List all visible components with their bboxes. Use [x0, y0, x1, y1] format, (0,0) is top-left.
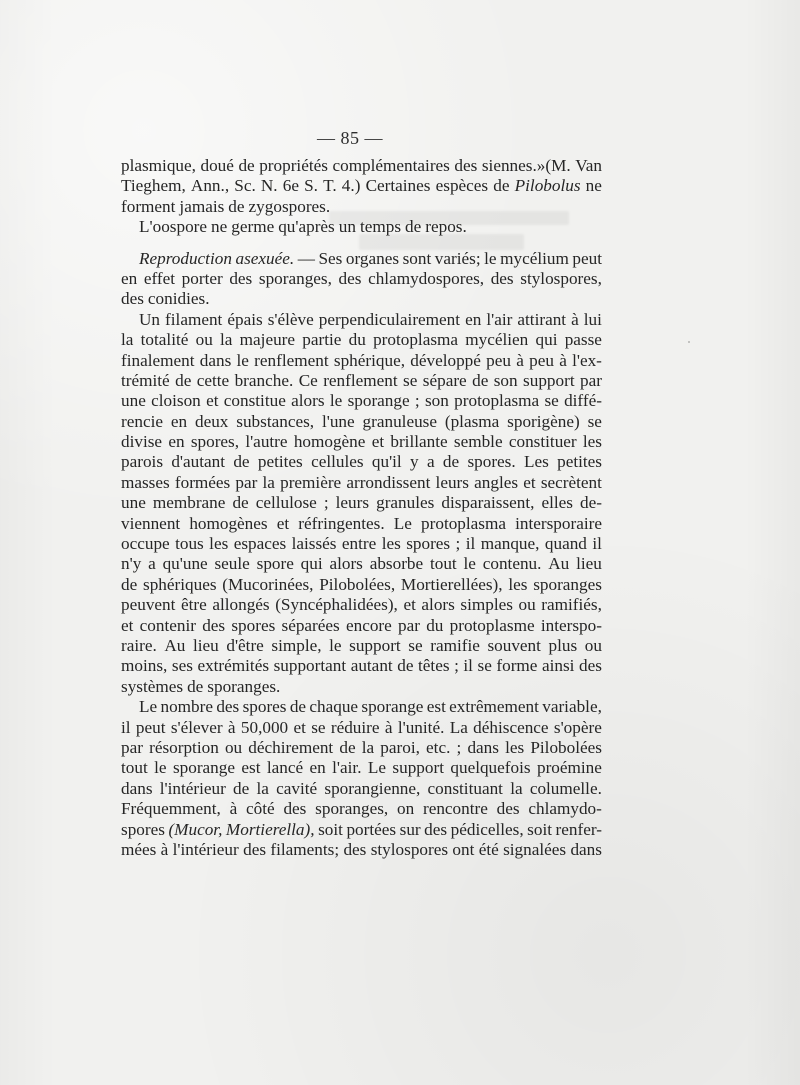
text-line: plasmique, doué de propriétés complémentaires des siennes.»(M. Van: [121, 156, 602, 175]
text-line: tout le sporange est lancé en l'air. Le support quelquefois proémine: [121, 758, 602, 778]
text-line: systèmes de sporanges.: [121, 676, 281, 696]
text-line: moins, ses extrémités supportant autant de têtes ; il se forme ainsi des: [121, 656, 602, 676]
text-line: raire. Au lieu d'être simple, le support se ramifie souvent plus ou: [121, 635, 602, 655]
text-line: et contenir des spores séparées encore par du protoplasme interspo-: [121, 615, 602, 635]
text-line: viennent homogènes et réfringentes. Le protoplasma intersporaire: [121, 513, 602, 533]
show-through-smudge: [329, 211, 569, 225]
text-line: spores (Mucor, Mortierella), soit portées sur des pédicelles, soit renfer-: [121, 819, 602, 839]
text-line: parois d'autant de petites cellules qu'il y a de spores. Les petites: [121, 452, 602, 472]
text-line: finalement dans le renflement sphérique, développé peu à peu à l'ex-: [121, 350, 602, 370]
text-line: Fréquemment, à côté des sporanges, on rencontre des chlamydo-: [121, 799, 602, 819]
text-line: par résorption ou déchirement de la paroi, etc. ; dans les Pilobolées: [121, 737, 602, 757]
text-line: Le nombre des spores de chaque sporange est extrêmement variable,: [139, 697, 602, 717]
text-line: mées à l'intérieur des filaments; des stylospores ont été signalées dans: [121, 839, 602, 859]
text-line: Un filament épais s'élève perpendiculairement en l'air attirant à lui: [139, 309, 602, 329]
text-line: rencie en deux substances, l'une granuleuse (plasma sporigène) se: [121, 411, 602, 431]
text-line: divise en spores, l'autre homogène et brillante semble constituer les: [121, 432, 602, 452]
text-line: dans l'intérieur de la cavité sporangienne, constituant la columelle.: [121, 778, 602, 798]
page-number: — 85 —: [317, 128, 383, 148]
ink-speck: [598, 255, 599, 257]
text-line: masses formées par la première arrondissent leurs angles et secrètent: [121, 472, 602, 492]
ink-speck: [688, 341, 690, 343]
text-line: il peut s'élever à 50,000 et se réduire à l'unité. La déhiscence s'opère: [121, 717, 602, 737]
text-line: des conidies.: [121, 289, 210, 309]
text-line: peuvent être allongés (Syncéphalidées), et alors simples ou ramifiés,: [121, 595, 602, 615]
text-line: L'oospore ne germe qu'après un temps de repos.: [139, 217, 467, 237]
body-text: [121, 156, 602, 860]
text-line: la totalité ou la majeure partie du protoplasma mycélien qui passe: [121, 330, 602, 350]
text-line: Tieghem, Ann., Sc. N. 6e S. T. 4.) Certaines espèces de Pilobolus ne: [121, 176, 602, 196]
text-line: occupe tous les espaces laissés entre les spores ; il manque, quand il: [121, 534, 602, 554]
text-line: forment jamais de zygospores.: [121, 196, 331, 216]
text-line: en effet porter des sporanges, des chlamydospores, des stylospores,: [121, 268, 602, 288]
text-line: n'y a qu'une seule spore qui alors absorbe tout le contenu. Au lieu: [121, 554, 602, 574]
text-line: de sphériques (Mucorinées, Pilobolées, Mortierellées), les sporanges: [121, 574, 602, 594]
show-through-smudge: [359, 234, 524, 250]
text-line: Reproduction asexuée. — Ses organes sont variés; le mycélium peut: [139, 248, 602, 268]
text-line: une membrane de cellulose ; leurs granules disparaissent, elles de-: [121, 493, 602, 513]
text-line: trémité de cette branche. Ce renflement se sépare de son support par: [121, 370, 602, 390]
text-line: une cloison et constitue alors le sporange ; son protoplasma se diffé-: [121, 391, 602, 411]
